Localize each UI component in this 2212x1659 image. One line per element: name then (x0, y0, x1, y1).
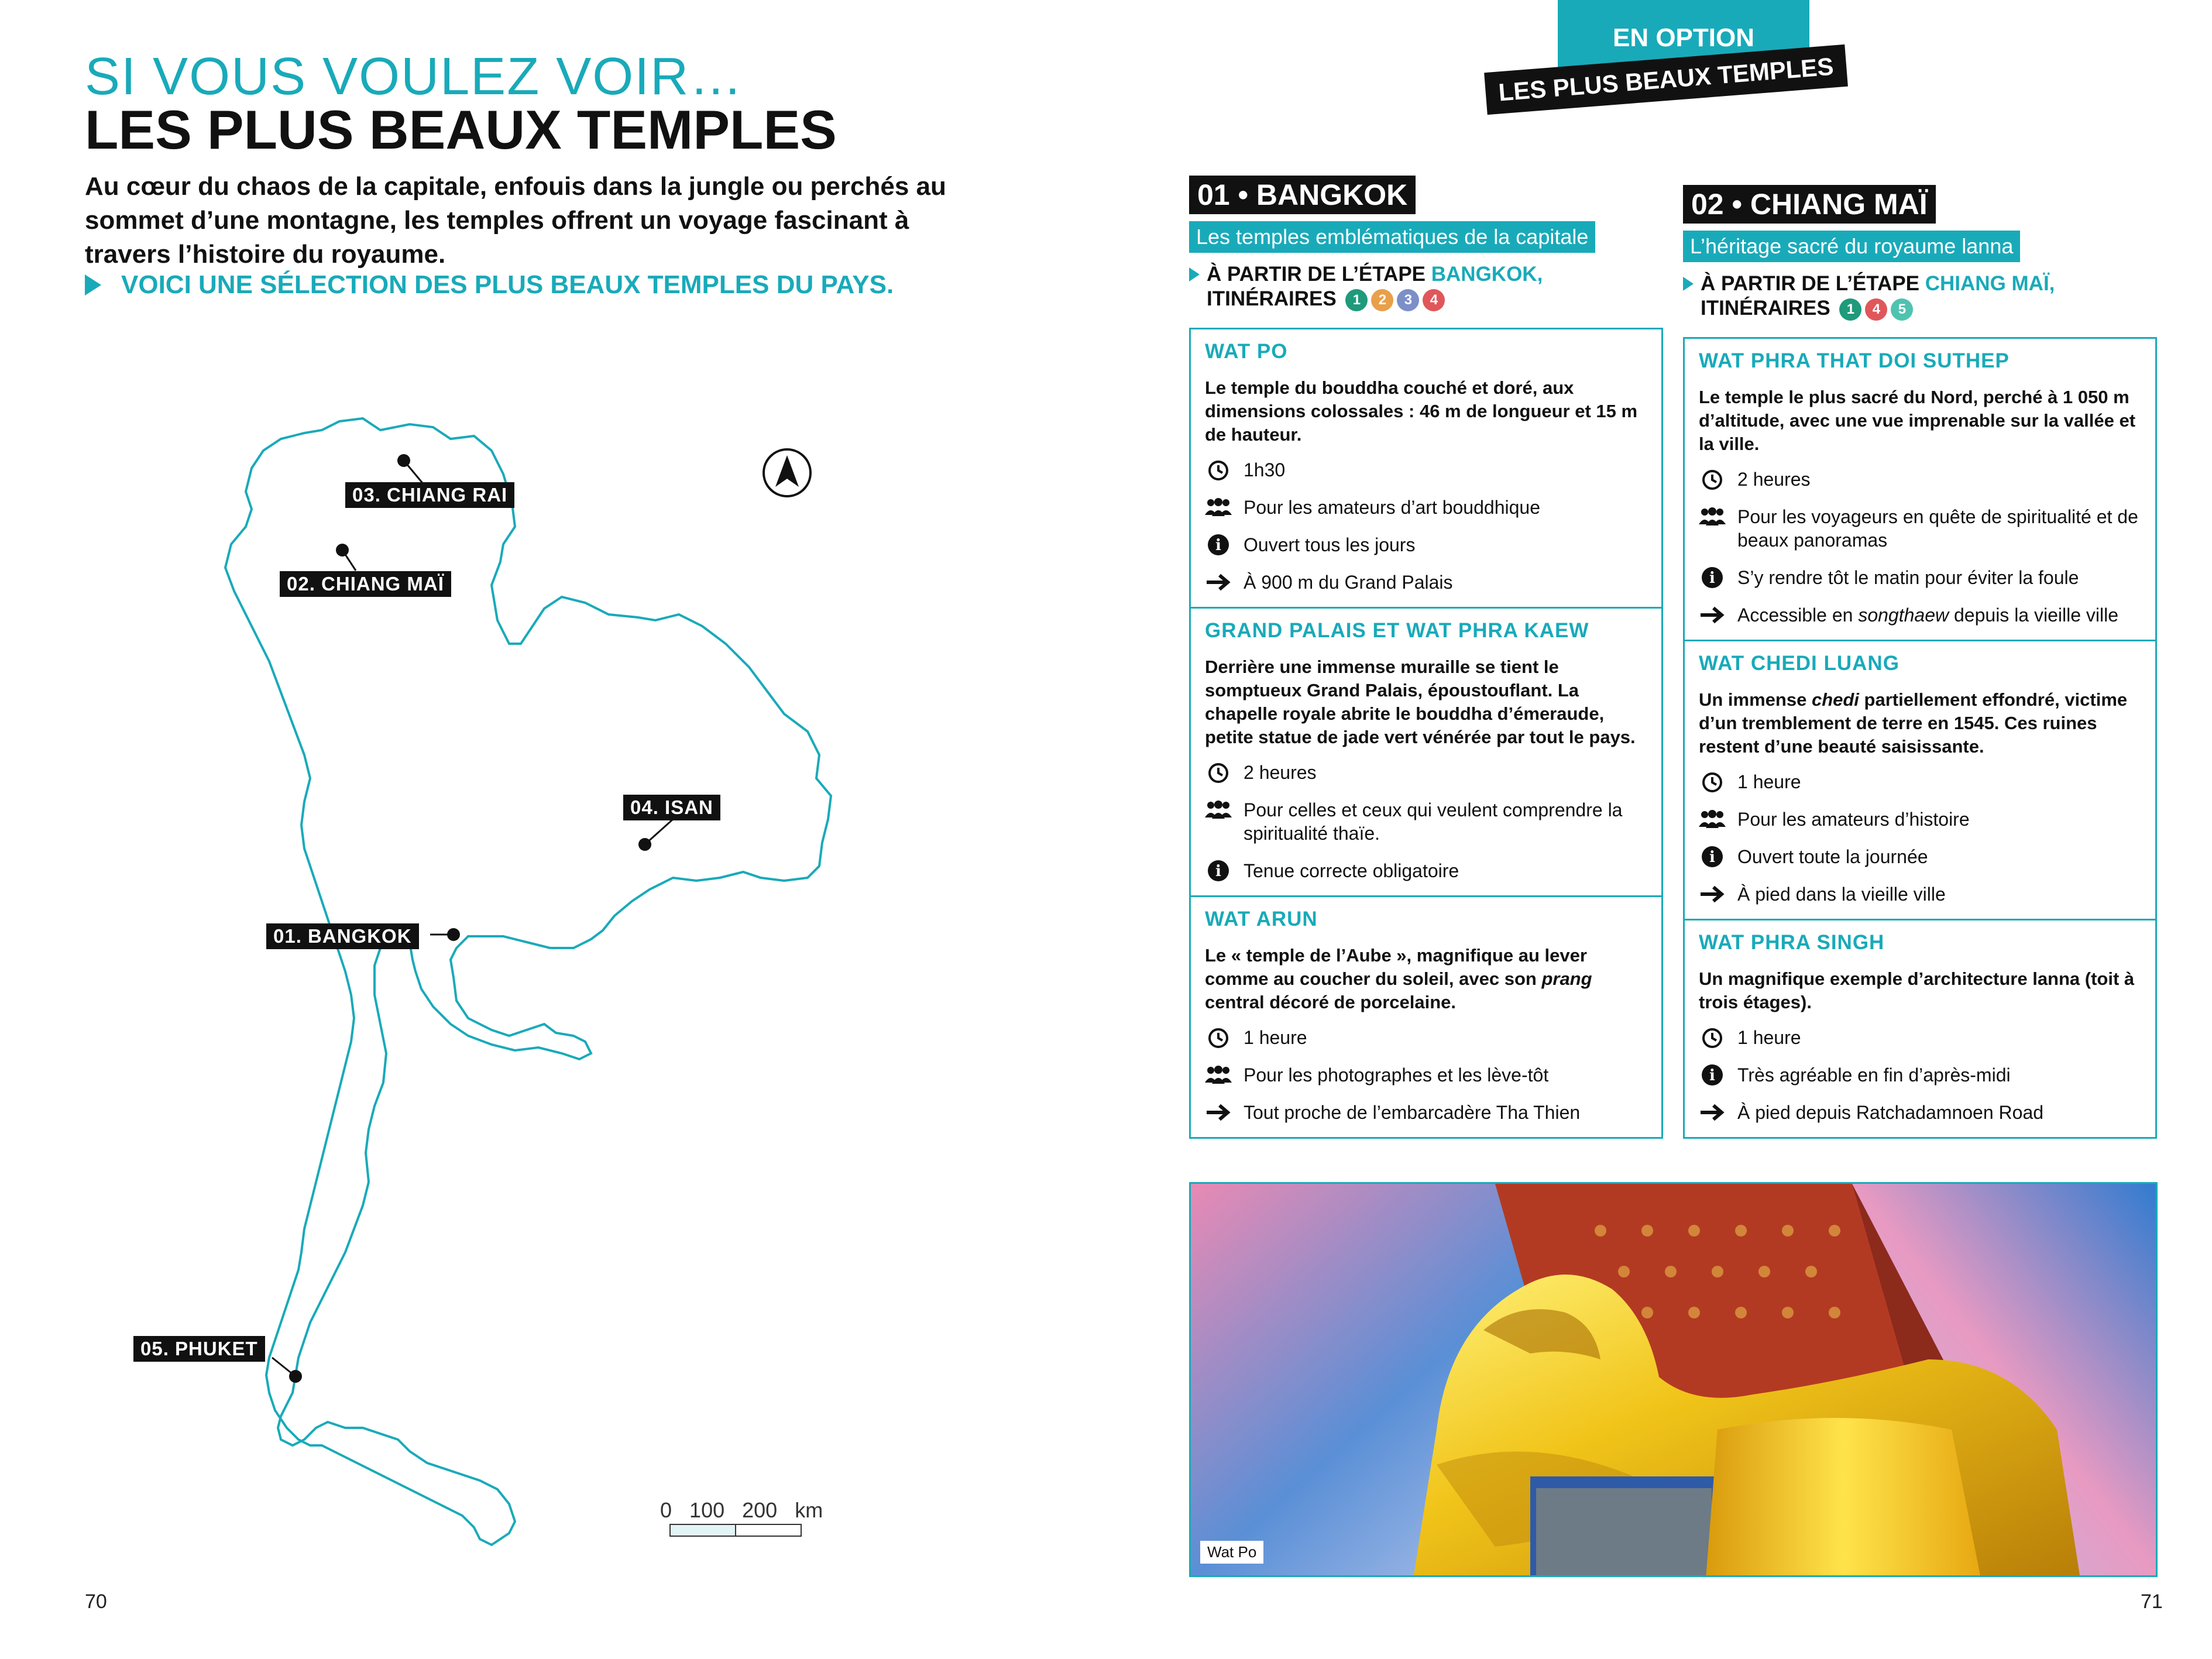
itinerary-badge: 2 (1371, 289, 1393, 311)
reclining-buddha-photo (1189, 1182, 2158, 1577)
info-icon (1699, 845, 1726, 868)
selection-callout-text: VOICI UNE SÉLECTION DES PLUS BEAUX TEMPLES DU PAYS. (121, 270, 894, 299)
svg-text:i: i (1215, 863, 1221, 880)
itinerary-badge: 1 (1839, 298, 1861, 321)
temple-list-box (1189, 328, 1663, 1139)
temple-description: Un immense chedi partiellement effondré, victime d’un tremblement de terre en 1545. Ces ruines restent d’une beauté saisissante. (1699, 689, 2128, 757)
svg-text:i: i (1709, 569, 1715, 587)
temple-description: Derrière une immense muraille se tient le somptueux Grand Palais, époustouflant. La chapelle royale abrite le bouddha d’émeraude, petite statue de jade vert vénérée par tout le pays. (1205, 657, 1636, 747)
page-title: LES PLUS BEAUX TEMPLES (85, 99, 837, 160)
chiang-mai-marker (336, 544, 349, 557)
chiang-mai-column (1683, 185, 2157, 1139)
temple-description: Le temple le plus sacré du Nord, perché à 1 050 m d’altitude, avec une vue imprenable sur la vallée et la ville. (1699, 387, 2136, 454)
north-arrow-icon (764, 449, 810, 496)
info-icon (1699, 1063, 1726, 1087)
info-icon (1699, 566, 1726, 589)
arrow-right-icon (1205, 1101, 1232, 1124)
people-icon (1699, 505, 1726, 528)
phuket-marker (289, 1370, 302, 1383)
map-label-chiang-mai: 02. CHIANG MAÏ (280, 571, 451, 597)
option-banner: LES PLUS BEAUX TEMPLES (1484, 44, 1848, 115)
arrow-right-icon (1699, 882, 1726, 906)
svg-text:i: i (1709, 1067, 1715, 1084)
itinerary-badge: 4 (1865, 298, 1887, 321)
map-label-phuket: 05. PHUKET (133, 1336, 265, 1362)
temple-description: Le « temple de l’Aube », magnifique au lever comme au coucher du soleil, avec son prang central décoré de porcelaine. (1205, 945, 1592, 1012)
map-label-bangkok: 01. BANGKOK (266, 923, 419, 949)
temple-title: WAT CHEDI LUANG (1699, 652, 1900, 675)
clock-icon (1205, 458, 1232, 482)
svg-text:i: i (1215, 537, 1221, 554)
map-label-chiang-rai: 03. CHIANG RAI (345, 482, 514, 508)
temple-description: Un magnifique exemple d’architecture lanna (toit à trois étages). (1699, 968, 2135, 1012)
intro-text: Au cœur du chaos de la capitale, enfouis dans la jungle ou perchés au sommet d’une montagne, les temples offrent un voyage fascinant à travers l’histoire du royaume. (85, 172, 946, 269)
temple-entry: WAT ARUN Le « temple de l’Aube », magnifique au lever comme au coucher du soleil, avec son prang central décoré de porcelaine. 1 heure Pour les photographes et les lève-tôt Tout proche de l’embarcadère Tha Thien (1191, 895, 1661, 1137)
chiang-rai-marker (397, 454, 410, 467)
arrow-right-icon (1205, 571, 1232, 594)
temple-title: WAT PHRA THAT DOI SUTHEP (1699, 349, 2010, 372)
right-page (1106, 0, 2212, 1659)
clock-icon (1205, 1026, 1232, 1049)
itinerary-badge: 1 (1345, 289, 1368, 311)
people-icon (1205, 1063, 1232, 1087)
arrow-right-icon (1699, 1101, 1726, 1124)
temple-description: Le temple du bouddha couché et doré, aux dimensions colossales : 46 m de longueur et 15 m de hauteur. (1205, 377, 1638, 445)
itinerary-badge: 4 (1423, 289, 1445, 311)
temple-entry: WAT CHEDI LUANG Un immense chedi partiellement effondré, victime d’un tremblement de terre en 1545. Ces ruines restent d’une beauté saisissante. 1 heure Pour les amateurs d’histoire i Ouvert toute la journée À pied dans la vieille ville (1685, 640, 2155, 919)
page-kicker: SI VOUS VOULEZ VOIR… (85, 47, 744, 106)
page-number: 71 (2141, 1591, 2163, 1613)
temple-title: WAT PO (1205, 340, 1288, 363)
map-label-isan: 04. ISAN (623, 795, 720, 820)
bangkok-column (1189, 176, 1663, 1139)
itinerary-reference: À PARTIR DE L’ÉTAPE CHIANG MAÏ, ITINÉRAIRES 1 4 5 (1683, 272, 2157, 321)
itinerary-reference: À PARTIR DE L’ÉTAPE BANGKOK, ITINÉRAIRES 1 2 3 4 (1189, 262, 1663, 311)
clock-icon (1699, 1026, 1726, 1049)
clock-icon (1205, 761, 1232, 784)
info-icon (1205, 533, 1232, 557)
clock-icon (1699, 468, 1726, 491)
isan-marker (638, 838, 651, 851)
svg-text:i: i (1709, 849, 1715, 866)
info-icon (1205, 859, 1232, 882)
photo-caption: Wat Po (1200, 1541, 1263, 1564)
temple-list-box (1683, 337, 2157, 1139)
temple-title: WAT ARUN (1205, 908, 1318, 930)
option-tab: EN OPTION (1558, 0, 1809, 67)
people-icon (1205, 798, 1232, 822)
bangkok-marker (447, 928, 460, 941)
arrow-right-icon (1699, 603, 1726, 627)
temple-entry: GRAND PALAIS ET WAT PHRA KAEW Derrière une immense muraille se tient le somptueux Grand Palais, époustouflant. La chapelle royale abrite le bouddha d’émeraude, petite statue de jade vert vénérée par tout le pays. 2 heures Pour celles et ceux qui veulent comprendre la spiritualité thaïe. i Tenue correcte obligatoire (1191, 607, 1661, 895)
scale-bar (670, 1524, 801, 1536)
triangle-bullet-icon (1189, 267, 1200, 281)
section-subtitle: L’héritage sacré du royaume lanna (1683, 231, 2020, 262)
section-heading: 02 • CHIANG MAÏ (1683, 185, 1936, 224)
temple-title: GRAND PALAIS ET WAT PHRA KAEW (1205, 619, 1589, 642)
temple-entry: WAT PO Le temple du bouddha couché et doré, aux dimensions colossales : 46 m de longueur et 15 m de hauteur. 1h30 Pour les amateurs d’art bouddhique i Ouvert tous les jours À 900 m du Grand Palais (1191, 329, 1661, 607)
section-subtitle: Les temples emblématiques de la capitale (1189, 221, 1595, 253)
triangle-bullet-icon (1683, 277, 1694, 291)
section-heading: 01 • BANGKOK (1189, 176, 1416, 214)
page-number: 70 (85, 1591, 107, 1613)
people-icon (1205, 496, 1232, 519)
scale-label: 0 100 200 km (660, 1498, 823, 1522)
itinerary-badge: 3 (1397, 289, 1419, 311)
people-icon (1699, 808, 1726, 831)
temple-title: WAT PHRA SINGH (1699, 931, 1885, 954)
clock-icon (1699, 770, 1726, 794)
itinerary-badge: 5 (1891, 298, 1913, 321)
temple-entry: WAT PHRA SINGH Un magnifique exemple d’architecture lanna (toit à trois étages). 1 heure i Très agréable en fin d’après-midi À pied depuis Ratchadamnoen Road (1685, 919, 2155, 1137)
temple-entry: WAT PHRA THAT DOI SUTHEP Le temple le plus sacré du Nord, perché à 1 050 m d’altitude, avec une vue imprenable sur la vallée et la ville. 2 heures Pour les voyageurs en quête de spiritualité et de beaux panoramas i S’y rendre tôt le matin pour éviter la foule Accessible en songthaew depuis la vieille ville (1685, 339, 2155, 640)
